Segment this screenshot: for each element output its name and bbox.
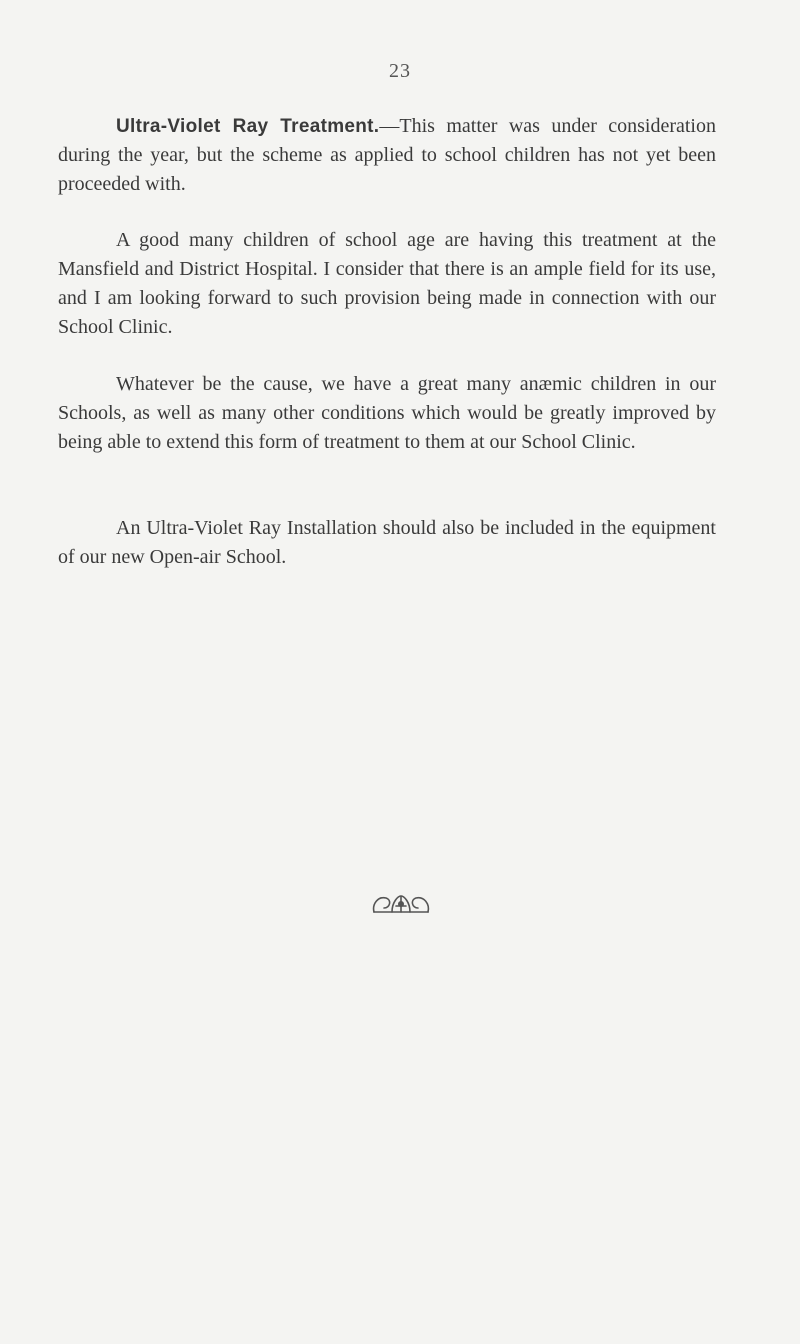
paragraph-anaemic-children: Whatever be the cause, we have a great many anæmic children in our Schools, as well as many other conditions which would be greatly improved by being able to extend this form of treatment to them at our School Clinic. <box>58 373 716 453</box>
section-heading: Ultra-Violet Ray Treatment. <box>116 116 380 137</box>
paragraph-hospital-treatment: A good many children of school age are having this treatment at the Mansfield and District Hospital. I consider that there is an ample field for its use, and I am looking forward to such provision being made in connection with our School Clinic. <box>58 229 716 338</box>
printers-flourish-ornament-icon <box>370 890 432 920</box>
section-intro-text: —This matter was under consideration during the year, but the scheme as applied to school children has not yet been proceeded with. <box>58 115 716 195</box>
page-number: 23 <box>389 60 411 82</box>
section-paragraph-ultra-violet <box>58 112 716 199</box>
paragraph-open-air-school: An Ultra-Violet Ray Installation should also be included in the equipment of our new Open-air School. <box>58 517 716 568</box>
